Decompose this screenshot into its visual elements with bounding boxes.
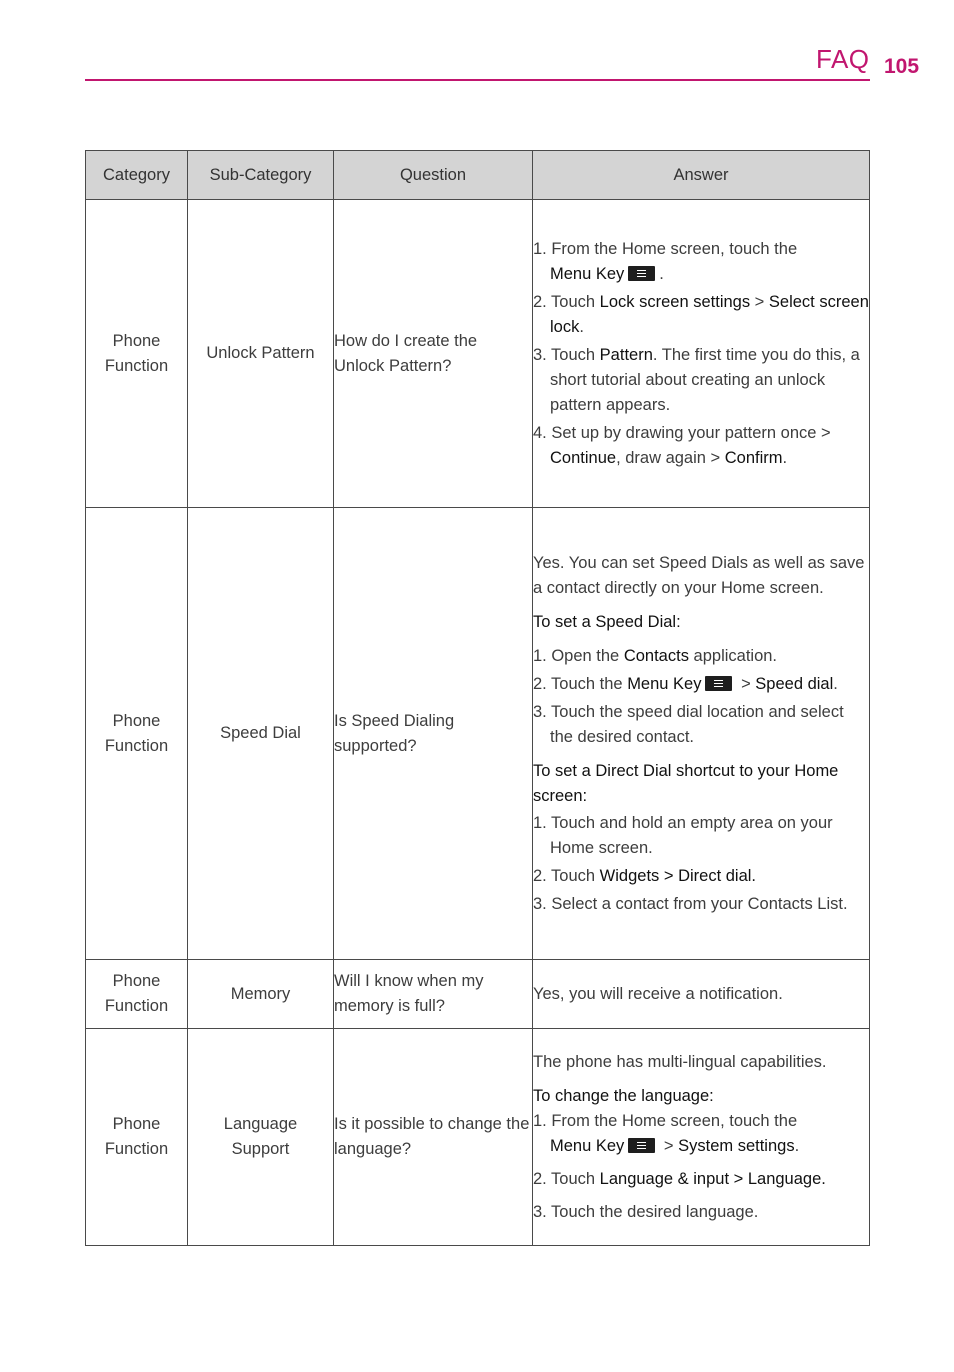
step-text: . bbox=[782, 448, 788, 467]
category-line: Phone bbox=[112, 711, 161, 730]
step-text: 3. Touch the speed dial location and select the desired contact. bbox=[533, 702, 844, 746]
step-text: application. bbox=[688, 646, 778, 665]
system-settings-label: System settings bbox=[678, 1136, 795, 1155]
category-line: Phone bbox=[112, 331, 161, 350]
question-cell bbox=[334, 960, 533, 1029]
step-text: 3. Touch bbox=[533, 345, 600, 364]
page-number: 105 bbox=[884, 55, 920, 78]
step-text: 2. Touch bbox=[533, 866, 600, 885]
column-header-question: Question bbox=[334, 151, 533, 200]
category-line: Phone bbox=[112, 1115, 161, 1133]
select-screen-lock-label: Select screen lock bbox=[550, 292, 869, 336]
step-text: . bbox=[659, 264, 664, 283]
answer-step bbox=[533, 811, 869, 861]
pattern-label: Pattern bbox=[599, 345, 653, 364]
answer-step bbox=[533, 237, 869, 287]
answer-cell bbox=[533, 1029, 870, 1246]
speed-dial-label: Speed dial bbox=[755, 674, 834, 693]
subcategory-cell bbox=[188, 960, 334, 1029]
widgets-direct-dial-label: Widgets > Direct dial. bbox=[599, 866, 757, 885]
answer-step bbox=[533, 1167, 869, 1192]
answer-cell bbox=[533, 200, 870, 508]
category-cell bbox=[86, 200, 188, 508]
answer-intro: The phone has multi-lingual capabilities. bbox=[533, 1052, 827, 1071]
answer-subheading: To change the language: bbox=[533, 1086, 714, 1105]
step-text: 1. From the Home screen, touch the bbox=[533, 239, 798, 258]
answer-step bbox=[533, 290, 869, 340]
answer-cell bbox=[533, 960, 870, 1029]
question-text: How do I create the Unlock Pattern? bbox=[334, 331, 478, 375]
answer-step bbox=[533, 864, 869, 889]
answer-subheading: To set a Direct Dial shortcut to your Home screen: bbox=[533, 761, 839, 805]
category-line: Function bbox=[104, 356, 169, 375]
step-text: 1. From the Home screen, touch the bbox=[533, 1111, 798, 1130]
step-text: 1. Open the bbox=[533, 646, 624, 665]
step-text: > bbox=[736, 674, 756, 693]
confirm-label: Confirm bbox=[724, 448, 783, 467]
step-text: . bbox=[833, 674, 838, 693]
subcategory-line: Language bbox=[223, 1115, 298, 1133]
table-row bbox=[86, 1029, 870, 1246]
menu-key-icon bbox=[705, 676, 732, 691]
category-line: Function bbox=[104, 1140, 169, 1158]
column-header-category: Category bbox=[86, 151, 188, 200]
subcategory-cell bbox=[188, 200, 334, 508]
table-row bbox=[86, 200, 870, 508]
language-input-label: Language & input > Language. bbox=[599, 1169, 826, 1188]
question-text: Is Speed Dialing supported? bbox=[334, 711, 455, 755]
step-text: > bbox=[659, 1136, 679, 1155]
subcategory-cell bbox=[188, 508, 334, 960]
step-text: 3. Touch the desired language. bbox=[533, 1202, 759, 1221]
subcategory-text: Speed Dial bbox=[220, 724, 301, 742]
step-text: . bbox=[579, 317, 584, 336]
category-line: Phone bbox=[112, 972, 161, 990]
step-text: 2. Touch bbox=[533, 1169, 600, 1188]
answer-step bbox=[533, 700, 869, 750]
menu-key-label: Menu Key bbox=[627, 674, 702, 693]
faq-table bbox=[85, 150, 870, 1246]
step-text: , draw again > bbox=[616, 448, 725, 467]
subcategory-text: Unlock Pattern bbox=[206, 344, 315, 362]
continue-label: Continue bbox=[550, 448, 617, 467]
answer-step bbox=[533, 1200, 869, 1225]
table-header-row bbox=[86, 151, 870, 200]
subcategory-cell bbox=[188, 1029, 334, 1246]
step-text: . The first time you do this, a short tutorial about creating an unlock pattern appears. bbox=[550, 345, 860, 414]
answer-cell bbox=[533, 508, 870, 960]
answer-step bbox=[533, 421, 869, 471]
answer-step bbox=[533, 892, 869, 917]
step-text: > bbox=[750, 292, 769, 311]
step-text: 1. Touch and hold an empty area on your Home screen. bbox=[533, 813, 833, 857]
page-title: FAQ bbox=[816, 44, 870, 74]
lock-screen-settings-label: Lock screen settings bbox=[599, 292, 751, 311]
column-header-answer: Answer bbox=[533, 151, 870, 200]
question-cell bbox=[334, 200, 533, 508]
question-cell bbox=[334, 508, 533, 960]
answer-step bbox=[533, 1109, 869, 1159]
step-text: 4. Set up by drawing your pattern once > bbox=[533, 423, 831, 442]
subcategory-line: Support bbox=[231, 1140, 290, 1158]
step-text: 2. Touch the bbox=[533, 674, 628, 693]
menu-key-icon bbox=[628, 266, 655, 281]
question-text: Will I know when my memory is full? bbox=[334, 972, 484, 1015]
answer-text: Yes, you will receive a notification. bbox=[533, 984, 783, 1003]
contacts-label: Contacts bbox=[623, 646, 689, 665]
category-cell bbox=[86, 1029, 188, 1246]
question-cell bbox=[334, 1029, 533, 1246]
answer-step bbox=[533, 672, 869, 697]
category-line: Function bbox=[104, 736, 169, 755]
header-rule bbox=[85, 79, 870, 81]
table-row bbox=[86, 508, 870, 960]
answer-intro: Yes. You can set Speed Dials as well as save a contact directly on your Home screen. bbox=[533, 553, 865, 597]
answer-subheading: To set a Speed Dial: bbox=[533, 612, 681, 631]
answer-step bbox=[533, 644, 869, 669]
menu-key-label: Menu Key bbox=[550, 1136, 625, 1155]
table-row bbox=[86, 960, 870, 1029]
column-header-subcategory: Sub-Category bbox=[188, 151, 334, 200]
question-text: Is it possible to change the language? bbox=[334, 1115, 530, 1158]
category-line: Function bbox=[104, 997, 169, 1015]
step-text: 3. Select a contact from your Contacts List. bbox=[533, 894, 848, 913]
step-text: . bbox=[794, 1136, 800, 1155]
menu-key-icon bbox=[628, 1138, 655, 1153]
answer-step bbox=[533, 343, 869, 418]
step-text: 2. Touch bbox=[533, 292, 600, 311]
category-cell bbox=[86, 960, 188, 1029]
category-cell bbox=[86, 508, 188, 960]
subcategory-text: Memory bbox=[230, 984, 291, 1003]
menu-key-label: Menu Key bbox=[550, 264, 625, 283]
